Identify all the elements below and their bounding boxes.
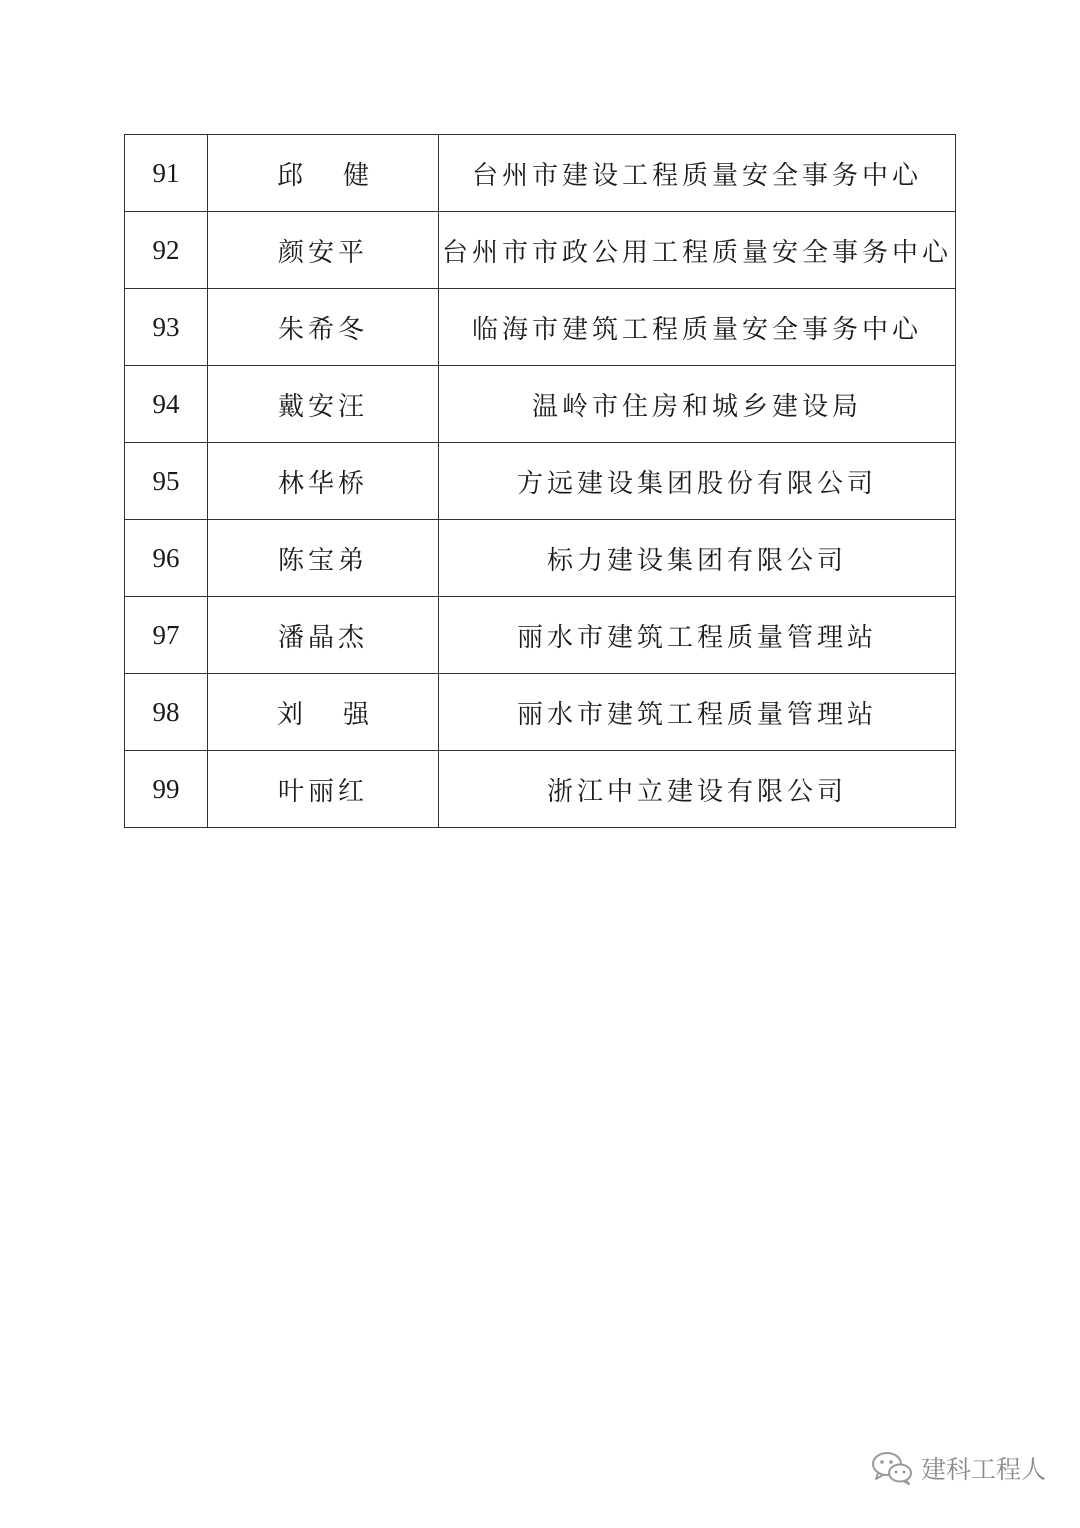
organization-name: 温岭市住房和城乡建设局	[439, 366, 956, 443]
organization-name: 丽水市建筑工程质量管理站	[439, 674, 956, 751]
row-number: 99	[125, 751, 208, 828]
row-number: 95	[125, 443, 208, 520]
organization-name: 浙江中立建设有限公司	[439, 751, 956, 828]
organization-name: 方远建设集团股份有限公司	[439, 443, 956, 520]
person-name: 叶丽红	[208, 751, 439, 828]
person-name: 潘晶杰	[208, 597, 439, 674]
row-number: 93	[125, 289, 208, 366]
row-number: 91	[125, 135, 208, 212]
organization-name: 标力建设集团有限公司	[439, 520, 956, 597]
person-name: 陈宝弟	[208, 520, 439, 597]
table-row	[125, 520, 956, 597]
person-name: 颜安平	[208, 212, 439, 289]
organization-name: 台州市市政公用工程质量安全事务中心	[439, 212, 956, 289]
table-row	[125, 597, 956, 674]
row-number: 94	[125, 366, 208, 443]
row-number: 96	[125, 520, 208, 597]
organization-name: 临海市建筑工程质量安全事务中心	[439, 289, 956, 366]
person-name: 戴安汪	[208, 366, 439, 443]
row-number: 92	[125, 212, 208, 289]
person-name: 林华桥	[208, 443, 439, 520]
person-name: 朱希冬	[208, 289, 439, 366]
row-number: 98	[125, 674, 208, 751]
table-row	[125, 366, 956, 443]
table-row	[125, 443, 956, 520]
table-row	[125, 674, 956, 751]
table-row	[125, 751, 956, 828]
wechat-icon	[871, 1451, 913, 1485]
roster-table	[124, 134, 956, 828]
person-name: 刘强	[208, 674, 439, 751]
organization-name: 台州市建设工程质量安全事务中心	[439, 135, 956, 212]
organization-name: 丽水市建筑工程质量管理站	[439, 597, 956, 674]
watermark	[871, 1450, 1046, 1486]
table-row	[125, 135, 956, 212]
watermark-text: 建科工程人	[920, 1455, 1046, 1484]
table-row	[125, 289, 956, 366]
table-row	[125, 212, 956, 289]
row-number: 97	[125, 597, 208, 674]
person-name: 邱健	[208, 135, 439, 212]
